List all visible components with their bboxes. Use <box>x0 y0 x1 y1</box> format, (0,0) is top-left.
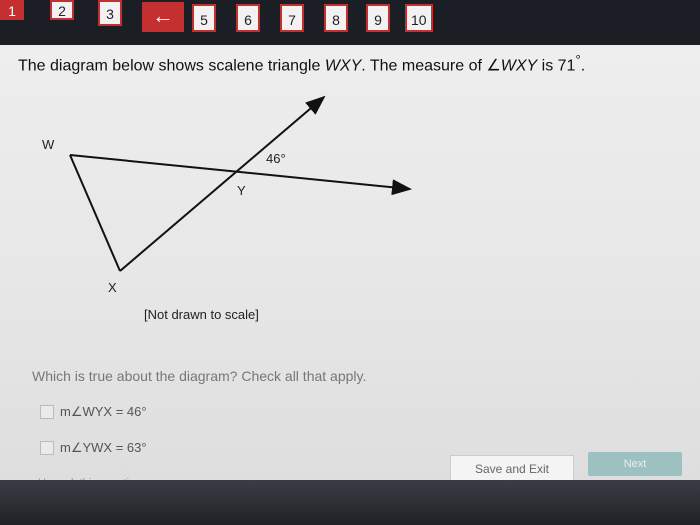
angle-name: WXY <box>500 57 538 75</box>
scale-note: [Not drawn to scale] <box>144 307 259 322</box>
back-arrow-icon: ← <box>152 3 174 28</box>
question-button-9[interactable]: 9 <box>366 4 390 32</box>
prompt-text-1: The diagram below shows scalene triangle <box>18 57 325 75</box>
angle-label: 46° <box>266 151 286 166</box>
prompt-text-3: is 71 <box>537 57 576 75</box>
degree-symbol: ° <box>575 52 581 67</box>
save-and-exit-button[interactable]: Save and Exit <box>450 455 574 481</box>
ray-xy <box>120 97 324 271</box>
prompt-text-2: . The measure of <box>361 57 487 75</box>
question-nav-bar <box>0 0 700 45</box>
question-button-2[interactable]: 2 <box>50 0 74 20</box>
choice-label: m∠YWX = 63° <box>60 440 147 455</box>
question-button-8[interactable]: 8 <box>324 4 348 32</box>
question-button-5[interactable]: 5 <box>192 4 216 32</box>
vertex-label-y: Y <box>237 183 246 198</box>
back-arrow-button[interactable] <box>142 2 184 32</box>
prompt-text-end: . <box>580 57 586 75</box>
checkbox[interactable] <box>40 441 54 455</box>
question-button-3[interactable]: 3 <box>98 0 122 26</box>
question-button-7[interactable]: 7 <box>280 4 304 32</box>
question-prompt <box>18 52 585 75</box>
angle-symbol: ∠ <box>486 57 501 75</box>
question-text: Which is true about the diagram? Check all that apply. <box>32 368 367 384</box>
vertex-label-x: X <box>108 280 117 295</box>
choice-1[interactable] <box>40 404 147 420</box>
question-button-6[interactable]: 6 <box>236 4 260 32</box>
choice-2[interactable] <box>40 440 147 456</box>
checkbox[interactable] <box>40 405 54 419</box>
triangle-name: WXY <box>324 57 362 75</box>
segment-wx <box>70 155 120 271</box>
question-button-10[interactable]: 10 <box>405 4 433 32</box>
bottom-bezel <box>0 480 700 525</box>
next-button[interactable]: Next <box>588 452 682 476</box>
choice-label: m∠WYX = 46° <box>60 404 147 419</box>
triangle-diagram <box>0 90 700 310</box>
question-button-1[interactable]: 1 <box>0 0 24 20</box>
vertex-label-w: W <box>42 137 55 152</box>
